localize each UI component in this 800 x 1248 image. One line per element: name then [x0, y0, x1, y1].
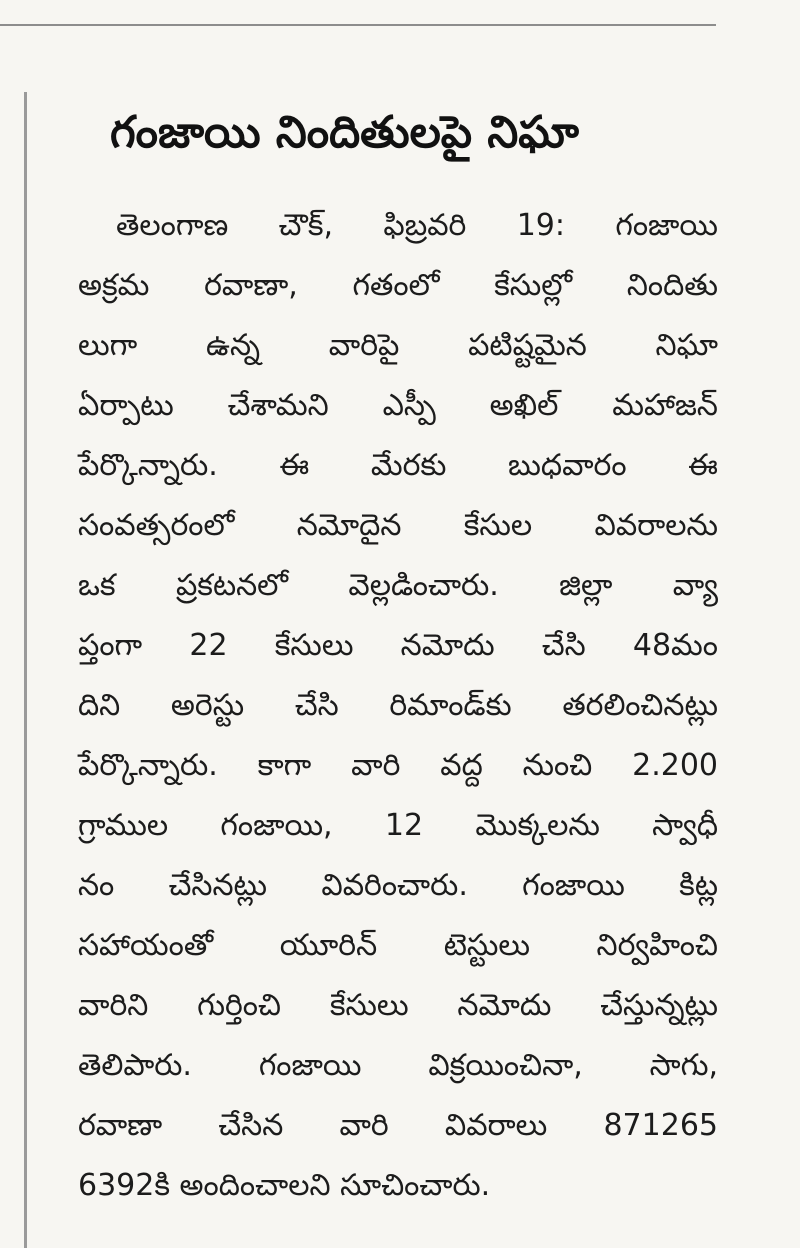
article-line: గ్రాముల గంజాయి, 12 మొక్కలను స్వాధీ	[78, 808, 718, 843]
article-line: సహాయంతో యూరిన్ టెస్టులు నిర్వహించి	[78, 928, 718, 963]
article-line: పేర్కొన్నారు. ఈ మేరకు బుధవారం ఈ	[78, 448, 718, 483]
article-line: అక్రమ రవాణా, గతంలో కేసుల్లో నిందితు	[78, 268, 718, 303]
article-line: వారిని గుర్తించి కేసులు నమోదు చేస్తున్నట్లు	[78, 988, 718, 1023]
article-line: ఒక ప్రకటనలో వెల్లడించారు. జిల్లా వ్యా	[78, 568, 718, 603]
article-line: ప్తంగా 22 కేసులు నమోదు చేసి 48మం	[78, 628, 718, 663]
column-divider	[24, 92, 27, 1248]
article-headline: గంజాయి నిందితులపై నిఘా	[110, 107, 579, 158]
article-line: తెలంగాణ చౌక్, ఫిబ్రవరి 19: గంజాయి	[116, 208, 718, 243]
article-line: ఏర్పాటు చేశామని ఎస్పీ అఖిల్ మహాజన్	[78, 388, 718, 423]
top-divider	[0, 24, 716, 26]
article-line: పేర్కొన్నారు. కాగా వారి వద్ద నుంచి 2.200	[78, 748, 718, 783]
article-line: సంవత్సరంలో నమోదైన కేసుల వివరాలను	[78, 508, 718, 543]
article-line: లుగా ఉన్న వారిపై పటిష్టమైన నిఘా	[78, 328, 718, 363]
article-line: రవాణా చేసిన వారి వివరాలు 871265	[78, 1108, 718, 1143]
article-line: 6392కి అందించాలని సూచించారు.	[78, 1168, 491, 1203]
article-line: తెలిపారు. గంజాయి విక్రయించినా, సాగు,	[78, 1048, 718, 1083]
article-body	[78, 196, 718, 1216]
article-line: దిని అరెస్టు చేసి రిమాండ్‌కు తరలించినట్లు	[78, 688, 718, 723]
article-line: నం చేసినట్లు వివరించారు. గంజాయి కిట్ల	[78, 868, 718, 903]
